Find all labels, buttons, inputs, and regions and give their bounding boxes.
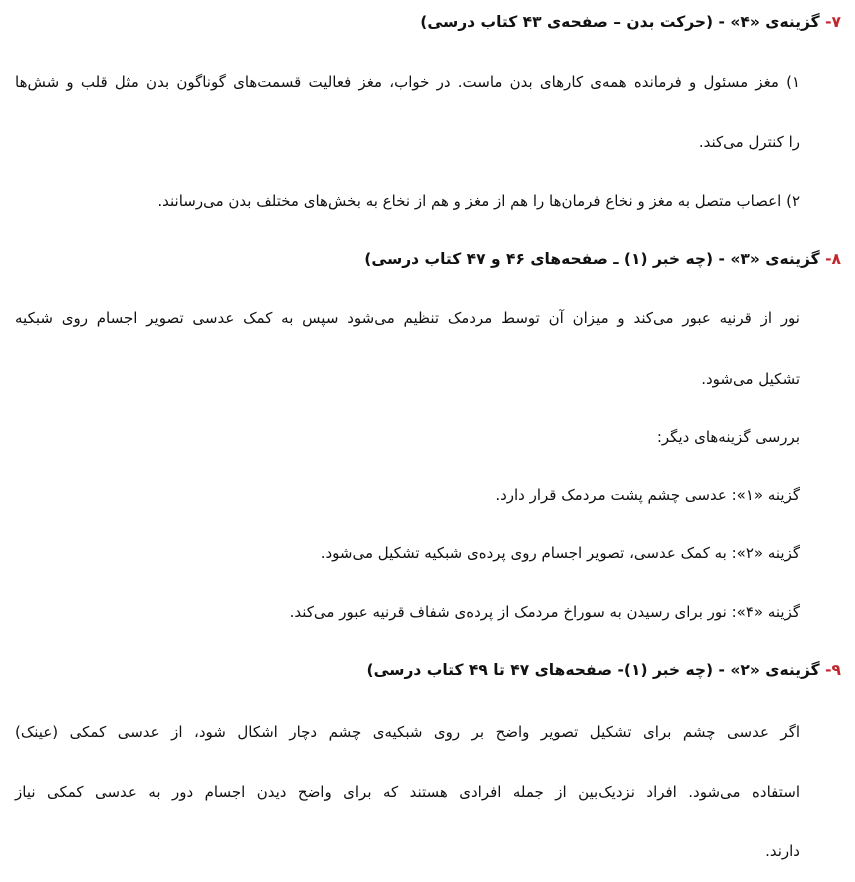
answer-line: ۲) اعصاب متصل به مغز و نخاع فرمان‌ها را هم از مغز و هم از نخاع به بخش‌های مختلف بدن می‌رسانند. — [157, 192, 800, 210]
question-9-heading — [367, 659, 842, 681]
question-number: ۸- — [825, 250, 841, 268]
question-7-heading — [420, 11, 841, 33]
question-8-heading — [364, 248, 841, 270]
answer-line: بررسی گزینه‌های دیگر: — [656, 428, 800, 446]
heading-text: گزینه‌ی «۲» - (چه خبر (۱)- صفحه‌های ۴۷ تا ۴۹ کتاب درسی) — [366, 661, 820, 679]
answer-line: گزینه «۱»: عدسی چشم پشت مردمک قرار دارد. — [495, 486, 800, 504]
heading-text: گزینه‌ی «۳» - (چه خبر (۱) ـ صفحه‌های ۴۶ و ۴۷ کتاب درسی) — [364, 250, 820, 268]
answer-line: گزینه «۲»: به کمک عدسی، تصویر اجسام روی پرده‌ی شبکیه تشکیل می‌شود. — [320, 544, 800, 562]
heading-text: گزینه‌ی «۴» - (حرکت بدن – صفحه‌ی ۴۳ کتاب درسی) — [420, 13, 820, 31]
answer-line: نور از قرنیه عبور می‌کند و میزان آن توسط مردمک تنظیم می‌شود سپس به کمک عدسی تصویر اجسام روی شبکیه — [15, 309, 800, 327]
answer-line: تشکیل می‌شود. — [701, 370, 800, 388]
answer-line: را کنترل می‌کند. — [698, 133, 800, 151]
answer-line: استفاده می‌شود. افراد نزدیک‌بین از جمله افرادی هستند که برای واضح دیدن اجسام دور به عدسی کمکی نیاز — [15, 783, 800, 801]
answer-line: دارند. — [765, 842, 800, 860]
answer-line: ۱) مغز مسئول و فرمانده همه‌ی کارهای بدن ماست. در خواب، مغز فعالیت قسمت‌های گوناگون بدن مثل قلب و شش‌ها — [15, 73, 800, 91]
question-number: ۷- — [825, 13, 841, 31]
answer-line: گزینه «۴»: نور برای رسیدن به سوراخ مردمک از پرده‌ی شفاف قرنیه عبور می‌کند. — [289, 603, 800, 621]
question-number: ۹- — [825, 661, 841, 679]
answer-line: اگر عدسی چشم برای تشکیل تصویر واضح بر روی شبکیه‌ی چشم دچار اشکال شود، از عدسی کمکی (عینک) — [15, 723, 800, 741]
